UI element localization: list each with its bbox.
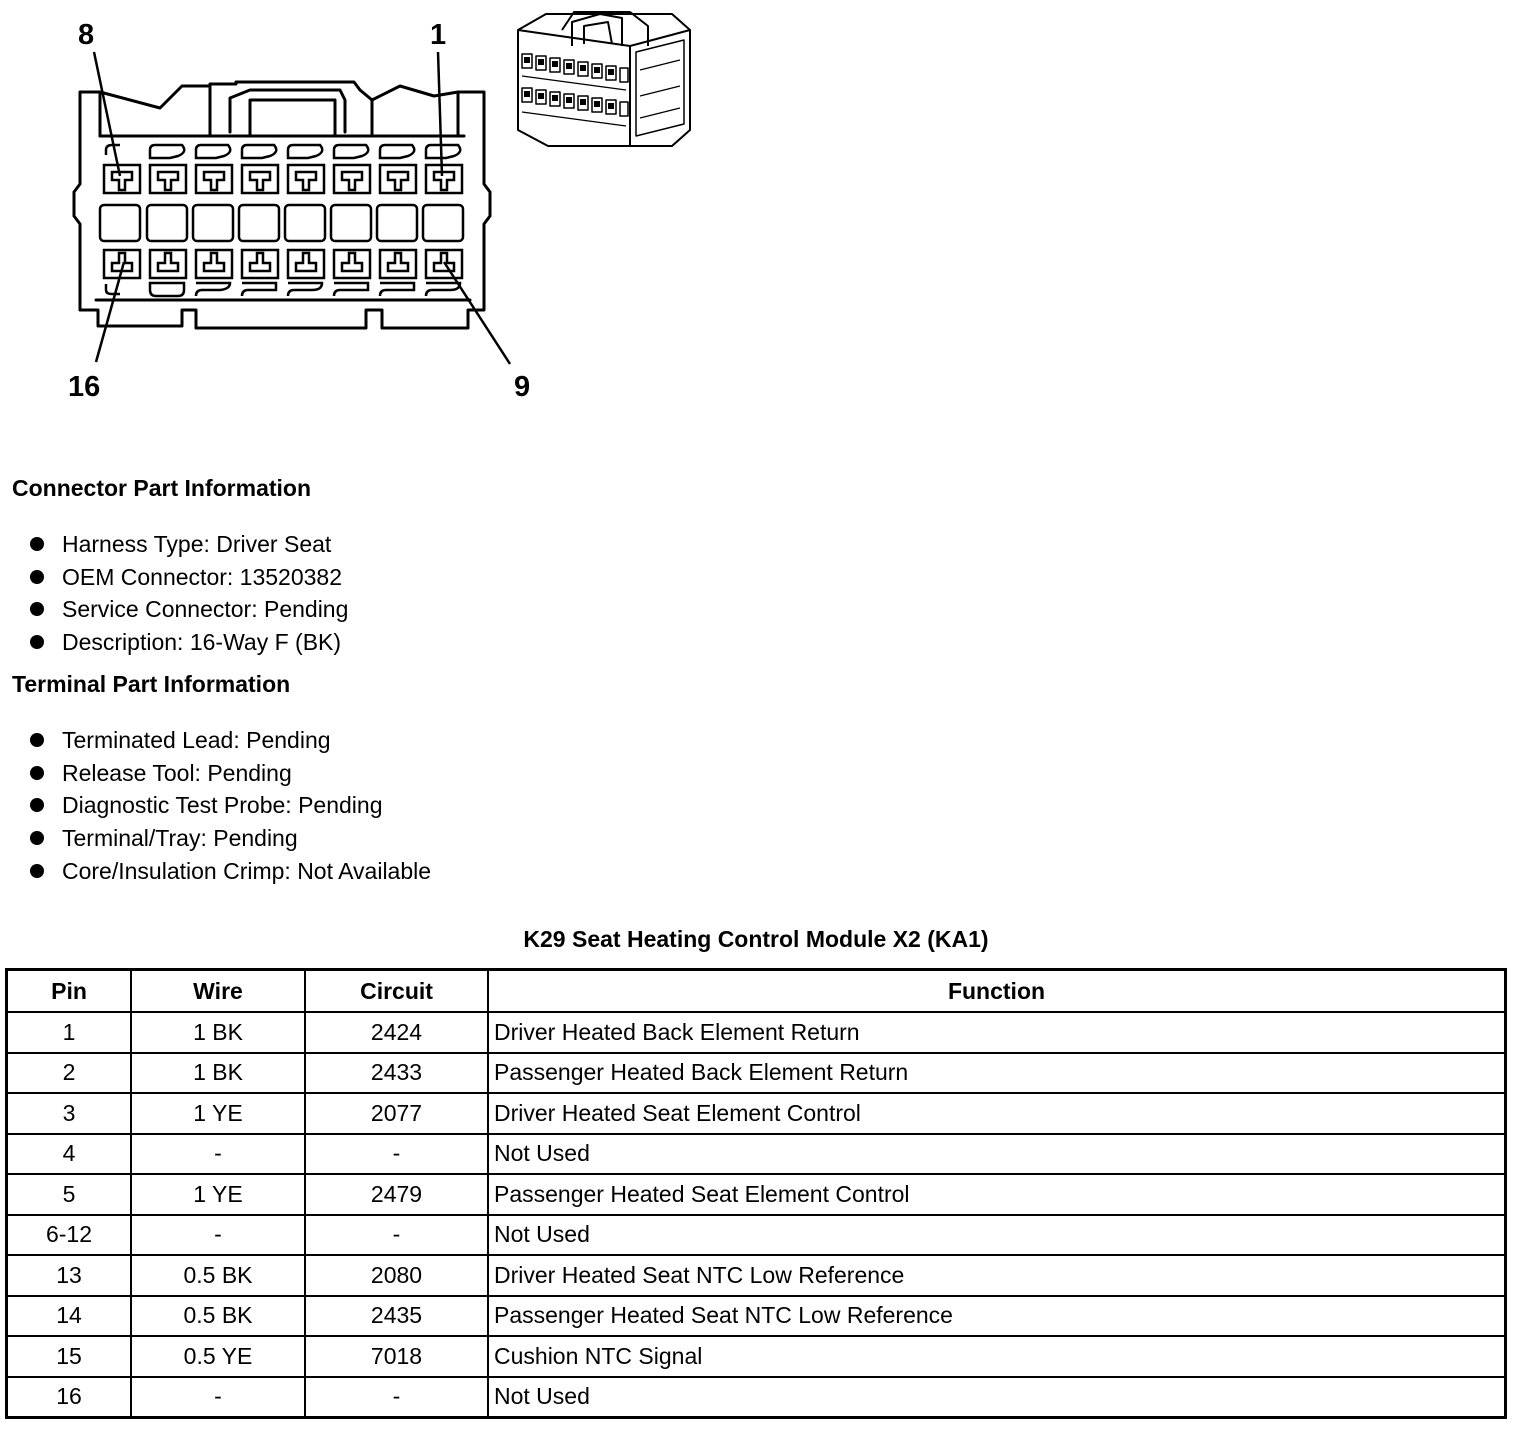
- connector-part-info-list: [30, 529, 348, 660]
- cell-circuit: 2435: [305, 1296, 488, 1337]
- table-row: [7, 1093, 1506, 1134]
- table-row: [7, 1174, 1506, 1215]
- cell-pin: 15: [7, 1336, 132, 1377]
- list-item: [30, 790, 431, 823]
- terminal-part-info-list: [30, 725, 431, 888]
- list-item-text: Terminated Lead: Pending: [62, 727, 331, 753]
- list-item-text: Description: 16-Way F (BK): [62, 629, 342, 656]
- bullet-icon: [30, 864, 44, 878]
- cell-circuit: 2479: [305, 1174, 488, 1215]
- table-row: [7, 1053, 1506, 1094]
- terminal-cavity-pin-7: [150, 165, 186, 193]
- terminal-cavity-pin-1: [426, 165, 462, 193]
- latch-left-ramp: [100, 86, 210, 108]
- table-row: [7, 1377, 1506, 1418]
- table-row: [7, 1255, 1506, 1296]
- terminal-cavity-pin-4: [288, 165, 324, 193]
- cell-pin: 6-12: [7, 1215, 132, 1256]
- list-item-text: Release Tool: Pending: [62, 759, 292, 786]
- cell-circuit: 7018: [305, 1336, 488, 1377]
- cell-function: Passenger Heated Back Element Return: [488, 1053, 1506, 1094]
- list-item: [30, 594, 348, 627]
- cell-function: Not Used: [488, 1377, 1506, 1418]
- cell-function: Passenger Heated Seat NTC Low Reference: [488, 1296, 1506, 1337]
- list-item: [30, 758, 431, 791]
- column-header-wire: Wire: [131, 970, 305, 1013]
- terminal-cavity-pin-12: [288, 250, 324, 278]
- bullet-icon: [30, 570, 44, 584]
- cell-pin: 13: [7, 1255, 132, 1296]
- bullet-icon: [30, 635, 44, 649]
- cell-wire: 0.5 BK: [131, 1255, 305, 1296]
- callout-pin-1: 1: [430, 19, 447, 51]
- terminal-cavity-pin-14: [196, 250, 232, 278]
- cell-wire: 1 YE: [131, 1093, 305, 1134]
- table-row: [7, 1336, 1506, 1377]
- cell-pin: 1: [7, 1012, 132, 1053]
- callout-pin-16: 16: [68, 371, 101, 403]
- list-item: [30, 562, 348, 595]
- bullet-icon: [30, 798, 44, 812]
- list-item-text: OEM Connector: 13520382: [62, 563, 343, 590]
- cell-circuit: -: [305, 1215, 488, 1256]
- bullet-icon: [30, 831, 44, 845]
- terminal-cavity-pin-3: [334, 165, 370, 193]
- terminal-cavity-pin-16: [104, 250, 140, 278]
- callout-pin-9: 9: [514, 371, 531, 403]
- leader-line-pin-8: [94, 52, 120, 176]
- cell-wire: 0.5 YE: [131, 1336, 305, 1377]
- terminal-cavity-pin-6: [196, 165, 232, 193]
- cell-function: Passenger Heated Seat Element Control: [488, 1174, 1506, 1215]
- latch-window: [250, 100, 335, 136]
- cell-function: Driver Heated Seat NTC Low Reference: [488, 1255, 1506, 1296]
- cell-wire: -: [131, 1215, 305, 1256]
- cell-pin: 2: [7, 1053, 132, 1094]
- latch-right-ramp: [372, 86, 458, 100]
- cell-wire: 0.5 BK: [131, 1296, 305, 1337]
- cell-wire: 1 BK: [131, 1012, 305, 1053]
- terminal-part-info-heading: Terminal Part Information: [12, 671, 291, 697]
- cell-function: Not Used: [488, 1215, 1506, 1256]
- list-item: [30, 725, 431, 758]
- cell-pin: 14: [7, 1296, 132, 1337]
- cell-wire: 1 YE: [131, 1174, 305, 1215]
- cell-function: Driver Heated Seat Element Control: [488, 1093, 1506, 1134]
- list-item-text: Service Connector: Pending: [62, 596, 349, 623]
- terminal-cavity-pin-8: [104, 165, 140, 193]
- cell-pin: 16: [7, 1377, 132, 1418]
- column-header-function: Function: [488, 970, 1506, 1013]
- cell-pin: 5: [7, 1174, 132, 1215]
- list-item-text: Harness Type: Driver Seat: [62, 531, 332, 557]
- table-row: [7, 1296, 1506, 1337]
- list-item-text: Core/Insulation Crimp: Not Available: [62, 857, 432, 884]
- cell-function: Not Used: [488, 1134, 1506, 1175]
- terminal-cavity-pin-2: [380, 165, 416, 193]
- pin-table-title: K29 Seat Heating Control Module X2 (KA1): [523, 926, 989, 952]
- terminal-cavity-pin-13: [242, 250, 278, 278]
- bullet-icon: [30, 733, 44, 747]
- terminal-cavity-pin-15: [150, 250, 186, 278]
- connector-isometric-view: [518, 12, 690, 146]
- bullet-icon: [30, 537, 44, 551]
- list-item: [30, 627, 348, 660]
- bullet-icon: [30, 766, 44, 780]
- latch-inner: [230, 90, 345, 132]
- list-item-text: Terminal/Tray: Pending: [62, 825, 298, 852]
- cell-circuit: 2424: [305, 1012, 488, 1053]
- cell-circuit: -: [305, 1377, 488, 1418]
- cell-wire: -: [131, 1377, 305, 1418]
- list-item: [30, 529, 348, 562]
- list-item: [30, 856, 431, 889]
- cell-function: Driver Heated Back Element Return: [488, 1012, 1506, 1053]
- pin-table-body: [7, 1012, 1506, 1418]
- cell-circuit: 2080: [305, 1255, 488, 1296]
- leader-line-pin-9: [444, 262, 510, 364]
- column-header-pin: Pin: [7, 970, 132, 1013]
- list-item-text: Diagnostic Test Probe: Pending: [62, 792, 383, 819]
- connector-part-info-heading: Connector Part Information: [12, 475, 312, 501]
- pin-table: [5, 968, 1507, 1419]
- callout-pin-8: 8: [78, 19, 95, 51]
- column-header-circuit: Circuit: [305, 970, 488, 1013]
- terminal-cavity-pin-5: [242, 165, 278, 193]
- table-row: [7, 1012, 1506, 1053]
- cell-function: Cushion NTC Signal: [488, 1336, 1506, 1377]
- cell-wire: 1 BK: [131, 1053, 305, 1094]
- cell-circuit: 2433: [305, 1053, 488, 1094]
- table-row: [7, 1215, 1506, 1256]
- cell-circuit: 2077: [305, 1093, 488, 1134]
- cell-pin: 4: [7, 1134, 132, 1175]
- connector-face-diagram: [0, 0, 720, 420]
- table-row: [7, 1134, 1506, 1175]
- terminal-cavity-pin-10: [380, 250, 416, 278]
- cell-wire: -: [131, 1134, 305, 1175]
- table-header-row: [7, 970, 1506, 1013]
- terminal-cavity-pin-11: [334, 250, 370, 278]
- cell-circuit: -: [305, 1134, 488, 1175]
- list-item: [30, 823, 431, 856]
- bullet-icon: [30, 602, 44, 616]
- cell-pin: 3: [7, 1093, 132, 1134]
